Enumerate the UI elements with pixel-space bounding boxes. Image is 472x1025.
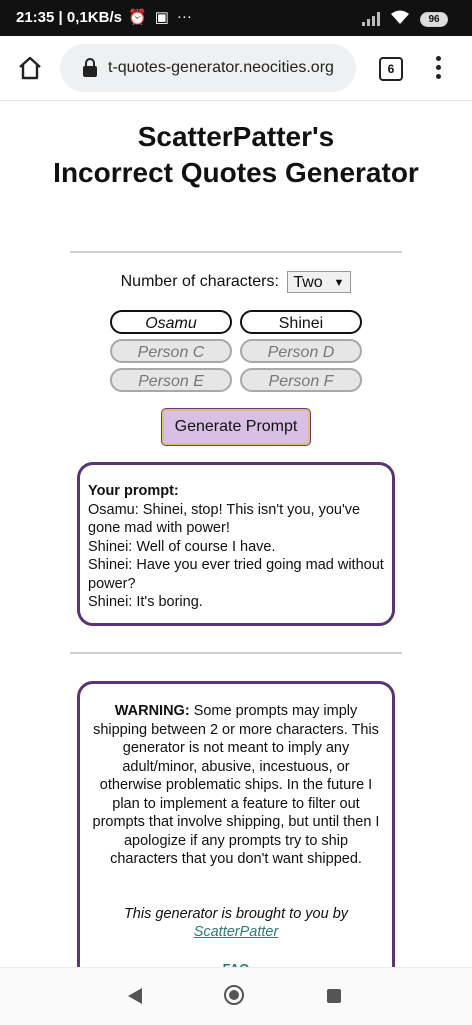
prompt-box <box>77 462 395 626</box>
system-nav-bar <box>0 967 472 1025</box>
status-icons <box>128 8 192 26</box>
warning-box <box>77 681 395 1001</box>
signal-icon <box>362 12 380 26</box>
character-count-select[interactable]: Two ▼ <box>287 271 351 293</box>
character-d-input[interactable]: Person D <box>240 339 362 363</box>
alarm-icon: ⏰ <box>128 9 147 26</box>
status-bar <box>0 0 472 36</box>
tab-switcher-button[interactable]: 6 <box>379 57 403 81</box>
page-content <box>0 101 472 967</box>
scatterpatter-link[interactable]: ScatterPatter <box>193 924 279 940</box>
page-title: ScatterPatter's Incorrect Quotes Generator <box>53 121 419 188</box>
wifi-icon <box>390 9 410 29</box>
battery-icon: 96 <box>420 12 448 27</box>
character-e-input[interactable]: Person E <box>110 368 232 392</box>
lock-icon <box>82 58 98 78</box>
character-count-label: Number of characters: <box>120 273 279 291</box>
divider <box>70 251 402 253</box>
url-text: t-quotes-generator.neocities.org <box>108 59 334 76</box>
divider <box>70 652 402 654</box>
prompt-line: Shinei: Well of course I have. <box>88 538 276 555</box>
dropdown-arrow-icon: ▼ <box>333 277 345 289</box>
recent-apps-icon[interactable] <box>327 989 341 1003</box>
warning-body: Some prompts may imply shipping between 2 or more characters. This generator is not meant to imply any adult/minor, abusive, incestuous, or otherwise problematic ships. In the future I plan to implement a feature to filter out prompts that involve shipping, but until then I apologize if any prompts try to ship characters that you don't want shipped. <box>92 703 380 867</box>
game-icon: ▣ <box>154 9 169 26</box>
home-icon[interactable] <box>16 54 44 82</box>
prompt-line: Shinei: It's boring. <box>88 594 203 610</box>
prompt-line: Shinei: Have you ever tried going mad without power? <box>88 557 384 592</box>
status-time: 21:35 | 0,1KB/s <box>16 9 122 26</box>
warning-text <box>90 702 382 869</box>
generate-prompt-button[interactable]: Generate Prompt <box>162 409 310 445</box>
character-c-input[interactable]: Person C <box>110 339 232 363</box>
more-icon: ··· <box>176 8 192 25</box>
warning-label: WARNING: <box>114 703 190 719</box>
address-bar[interactable] <box>60 44 356 92</box>
credit-text: This generator is brought to you by ScatterPatter <box>123 905 349 940</box>
status-right <box>362 9 448 29</box>
character-count-row <box>0 271 472 293</box>
back-icon[interactable] <box>128 988 142 1004</box>
prompt-line: Osamu: Shinei, stop! This isn't you, you've gone mad with power! <box>88 501 361 536</box>
character-b-input[interactable]: Shinei <box>240 310 362 334</box>
character-a-input[interactable]: Osamu <box>110 310 232 334</box>
home-circle-icon[interactable] <box>224 985 244 1005</box>
prompt-label: Your prompt: <box>88 483 179 499</box>
overflow-menu-icon[interactable] <box>434 56 442 82</box>
character-f-input[interactable]: Person F <box>240 368 362 392</box>
browser-toolbar <box>0 36 472 101</box>
